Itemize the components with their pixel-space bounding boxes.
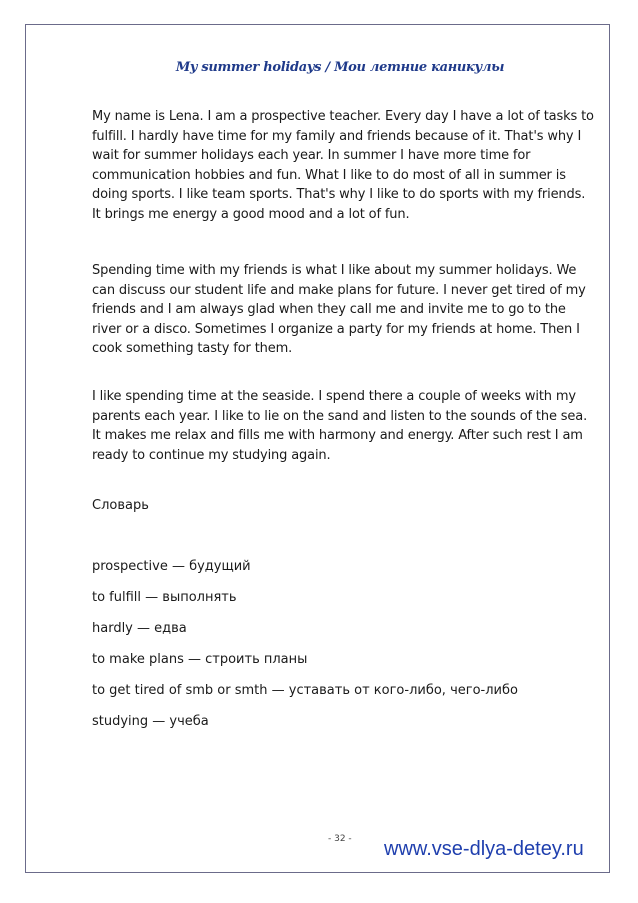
vocabulary-item: prospective — будущий <box>92 559 251 574</box>
vocabulary-item: to get tired of smb or smth — уставать от кого-либо, чего-либо <box>92 683 518 698</box>
page-title: My summer holidays / Мои летние каникулы <box>175 60 505 75</box>
vocabulary-item: hardly — едва <box>92 621 187 636</box>
website-link[interactable]: www.vse-dlya-detey.ru <box>384 838 584 860</box>
paragraph-2: Spending time with my friends is what I like about my summer holidays. We can discuss our student life and make plans for future. I never get tired of my friends and I am always glad when they call me and invite me to go to the river or a disco. Sometimes I organize a party for my friends at home. Then I cook something tasty for them. <box>92 263 586 356</box>
vocabulary-heading: Словарь <box>92 498 149 513</box>
page-number: - 32 - <box>328 834 352 844</box>
vocabulary-item: to make plans — строить планы <box>92 652 308 667</box>
vocabulary-item: to fulfill — выполнять <box>92 590 237 605</box>
paragraph-1: My name is Lena. I am a prospective teacher. Every day I have a lot of tasks to fulfill. I hardly have time for my family and friends because of it. That's why I wait for summer holidays each year. In summer I have more time for communication hobbies and fun. What I like to do most of all in summer is doing sports. I like team sports. That's why I like to do sports with my friends. It brings me energy a good mood and a lot of fun. <box>92 109 594 222</box>
paragraph-3: I like spending time at the seaside. I spend there a couple of weeks with my parents each year. I like to lie on the sand and listen to the sounds of the sea. It makes me relax and fills me with harmony and energy. After such rest I am ready to continue my studying again. <box>92 389 588 463</box>
vocabulary-item: studying — учеба <box>92 714 209 729</box>
vocabulary-list <box>92 557 518 743</box>
